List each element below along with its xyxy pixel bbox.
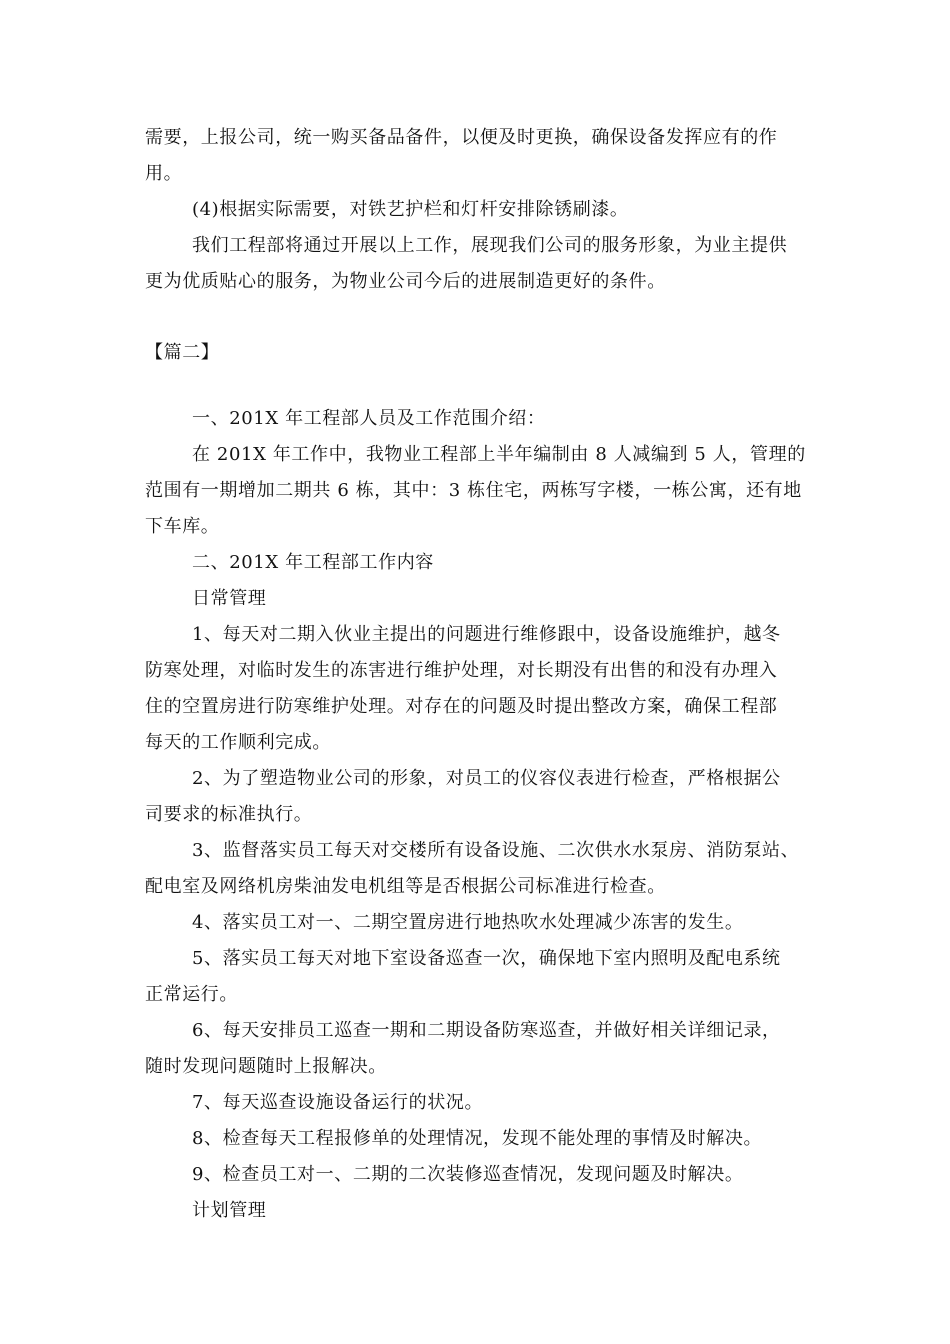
text-line: 更为优质贴心的服务，为物业公司今后的进展制造更好的条件。 (145, 271, 666, 292)
text-line: 3、监督落实员工每天对交楼所有设备设施、二次供水水泵房、消防泵站、 (192, 840, 800, 861)
text-line: 在 201X 年工作中，我物业工程部上半年编制由 8 人减编到 5 人，管理的 (192, 444, 806, 465)
text-line: 住的空置房进行防寒维护处理。对存在的问题及时提出整改方案，确保工程部 (145, 696, 778, 717)
text-line: 需要，上报公司，统一购买备品备件，以便及时更换，确保设备发挥应有的作 (145, 127, 778, 148)
text-line: 我们工程部将通过开展以上工作，展现我们公司的服务形象，为业主提供 (192, 235, 788, 256)
text-line: 6、每天安排员工巡查一期和二期设备防寒巡查，并做好相关详细记录， (192, 1020, 781, 1041)
text-line: 计划管理 (192, 1200, 267, 1221)
text-line: 9、检查员工对一、二期的二次装修巡查情况，发现问题及时解决。 (192, 1164, 744, 1185)
text-line: 8、检查每天工程报修单的处理情况，发现不能处理的事情及时解决。 (192, 1128, 763, 1149)
text-line: 正常运行。 (145, 984, 238, 1005)
text-line: 4、落实员工对一、二期空置房进行地热吹水处理减少冻害的发生。 (192, 912, 744, 933)
text-line: 一、201X 年工程部人员及工作范围介绍： (192, 408, 546, 429)
text-line: (4)根据实际需要，对铁艺护栏和灯杆安排除锈刷漆。 (192, 199, 629, 220)
text-line: 1、每天对二期入伙业主提出的问题进行维修跟中，设备设施维护，越冬 (192, 624, 781, 645)
text-line: 下车库。 (145, 516, 220, 537)
text-line: 防寒处理，对临时发生的冻害进行维护处理，对长期没有出售的和没有办理入 (145, 660, 778, 681)
text-line: 范围有一期增加二期共 6 栋，其中：3 栋住宅，两栋写字楼，一栋公寓，还有地 (145, 480, 802, 501)
text-line: 用。 (145, 163, 183, 184)
text-line: 2、为了塑造物业公司的形象，对员工的仪容仪表进行检查，严格根据公 (192, 768, 781, 789)
text-line: 日常管理 (192, 588, 267, 609)
text-line: 二、201X 年工程部工作内容 (192, 552, 434, 573)
text-line: 7、每天巡查设施设备运行的状况。 (192, 1092, 484, 1113)
section-heading: 【篇二】 (145, 342, 220, 363)
text-line: 每天的工作顺利完成。 (145, 732, 331, 753)
text-line: 司要求的标准执行。 (145, 804, 313, 825)
text-line: 配电室及网络机房柴油发电机组等是否根据公司标准进行检查。 (145, 876, 666, 897)
text-line: 随时发现问题随时上报解决。 (145, 1056, 387, 1077)
text-line: 5、落实员工每天对地下室设备巡查一次，确保地下室内照明及配电系统 (192, 948, 781, 969)
